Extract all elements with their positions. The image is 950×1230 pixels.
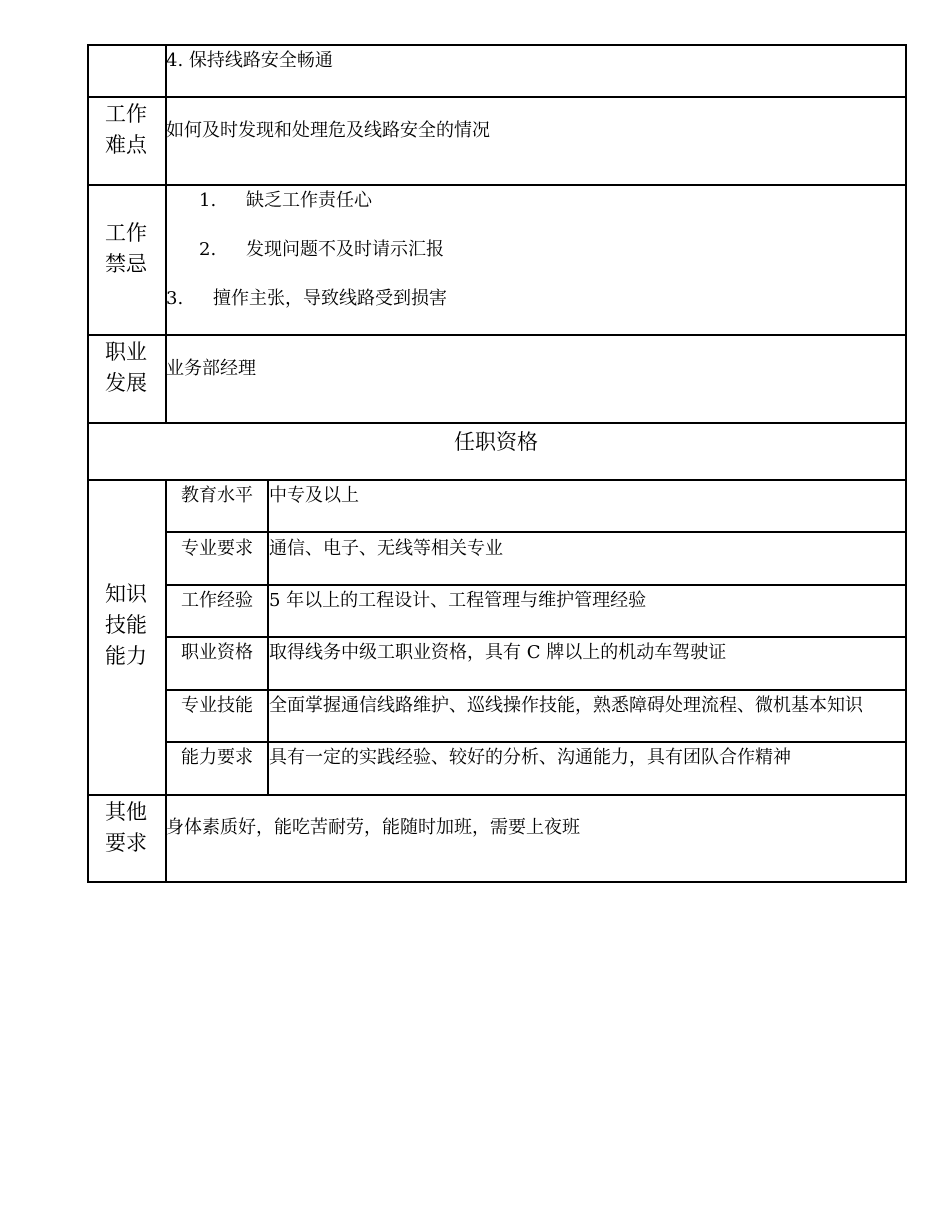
skills-label-line2: 技能 bbox=[105, 613, 147, 637]
table-border-right bbox=[905, 44, 907, 883]
duty-item-4: 4. 保持线路安全畅通 bbox=[166, 50, 333, 71]
table-border-top bbox=[87, 44, 907, 46]
skill-value-ability: 具有一定的实践经验、较好的分析、沟通能力，具有团队合作精神 bbox=[269, 747, 791, 768]
taboo-item-3-num: 3. bbox=[166, 288, 184, 309]
sub-row-divider bbox=[165, 584, 907, 586]
difficulty-label bbox=[87, 99, 165, 161]
row-divider bbox=[87, 479, 907, 481]
skill-key-experience: 工作经验 bbox=[181, 590, 253, 611]
skill-value-experience: 5 年以上的工程设计、工程管理与维护管理经验 bbox=[269, 590, 647, 611]
taboo-item-3-text: 擅作主张，导致线路受到损害 bbox=[213, 288, 447, 309]
table-border-bottom bbox=[87, 881, 907, 883]
row-divider bbox=[87, 334, 907, 336]
taboo-item-1-text: 缺乏工作责任心 bbox=[246, 190, 372, 211]
row-divider bbox=[87, 794, 907, 796]
sub-row-divider bbox=[165, 741, 907, 743]
skill-value-qualification: 取得线务中级工职业资格，具有 C 牌以上的机动车驾驶证 bbox=[269, 642, 727, 663]
other-text: 身体素质好，能吃苦耐劳，能随时加班，需要上夜班 bbox=[166, 817, 580, 838]
taboo-item-2-num: 2. bbox=[199, 239, 217, 260]
skill-value-education: 中专及以上 bbox=[269, 485, 359, 506]
career-label-line2: 发展 bbox=[105, 371, 147, 395]
skill-key-major: 专业要求 bbox=[181, 538, 253, 559]
table-border-left bbox=[87, 44, 89, 883]
career-text: 业务部经理 bbox=[166, 358, 256, 379]
job-description-table bbox=[87, 44, 907, 884]
difficulty-text: 如何及时发现和处理危及线路安全的情况 bbox=[166, 120, 490, 141]
taboo-label bbox=[87, 218, 165, 280]
sub-row-divider bbox=[165, 636, 907, 638]
skills-label bbox=[87, 579, 165, 672]
other-label bbox=[87, 797, 165, 859]
career-label bbox=[87, 337, 165, 399]
row-divider bbox=[87, 96, 907, 98]
taboo-item-1-num: 1. bbox=[199, 190, 217, 211]
sub-row-divider bbox=[165, 531, 907, 533]
skill-value-major: 通信、电子、无线等相关专业 bbox=[269, 538, 503, 559]
skills-label-line1: 知识 bbox=[105, 582, 147, 606]
skill-key-education: 教育水平 bbox=[181, 485, 253, 506]
career-label-line1: 职业 bbox=[105, 340, 147, 364]
row-divider bbox=[87, 184, 907, 186]
difficulty-label-line2: 难点 bbox=[105, 133, 147, 157]
section-title: 任职资格 bbox=[454, 430, 538, 454]
taboo-label-line1: 工作 bbox=[105, 221, 147, 245]
skill-value-professional-skill: 全面掌握通信线路维护、巡线操作技能，熟悉障碍处理流程、微机基本知识 bbox=[269, 695, 863, 716]
taboo-label-line2: 禁忌 bbox=[105, 252, 147, 276]
other-label-line1: 其他 bbox=[105, 800, 147, 824]
row-divider bbox=[87, 422, 907, 424]
skill-key-professional-skill: 专业技能 bbox=[181, 695, 253, 716]
other-label-line2: 要求 bbox=[105, 831, 147, 855]
difficulty-label-line1: 工作 bbox=[105, 102, 147, 126]
skills-label-line3: 能力 bbox=[105, 644, 147, 668]
taboo-item-2-text: 发现问题不及时请示汇报 bbox=[246, 239, 444, 260]
skill-key-ability: 能力要求 bbox=[181, 747, 253, 768]
sub-row-divider bbox=[165, 689, 907, 691]
skill-key-qualification: 职业资格 bbox=[181, 642, 253, 663]
